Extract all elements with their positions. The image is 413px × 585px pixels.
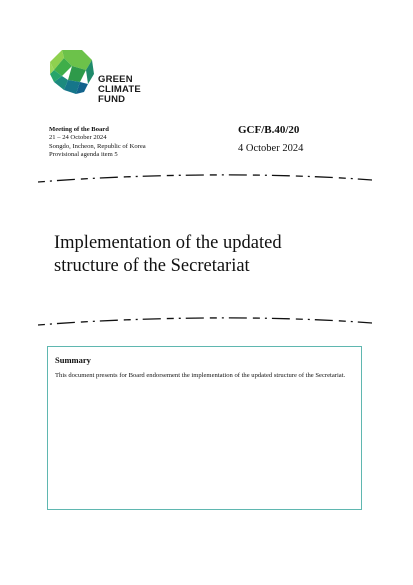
wave-divider-bottom [38, 314, 372, 326]
summary-box [47, 346, 362, 510]
title-line-1: Implementation of the updated [54, 233, 282, 253]
logo-line-climate: CLIMATE [98, 84, 141, 95]
meeting-dates: 21 – 24 October 2024 [49, 134, 107, 142]
document-date: 4 October 2024 [238, 143, 304, 154]
meeting-heading: Meeting of the Board [49, 126, 109, 133]
logo-line-green: GREEN [98, 74, 133, 85]
document-title [54, 232, 374, 278]
meeting-info [49, 126, 146, 160]
logo-wordmark [98, 75, 141, 105]
summary-text: This document presents for Board endorsement the implementation of the updated structure of the Secretariat. [55, 372, 346, 379]
summary-heading: Summary [55, 355, 91, 365]
title-line-2: structure of the Secretariat [54, 256, 250, 276]
logo-line-fund: FUND [98, 94, 126, 105]
gcf-logo [48, 48, 148, 108]
wave-divider-top [38, 171, 372, 183]
globe-logo-icon [48, 48, 96, 96]
document-number: GCF/B.40/20 [238, 124, 300, 136]
agenda-item: Provisional agenda item 5 [49, 151, 118, 159]
meeting-location: Songdo, Incheon, Republic of Korea [49, 142, 146, 150]
